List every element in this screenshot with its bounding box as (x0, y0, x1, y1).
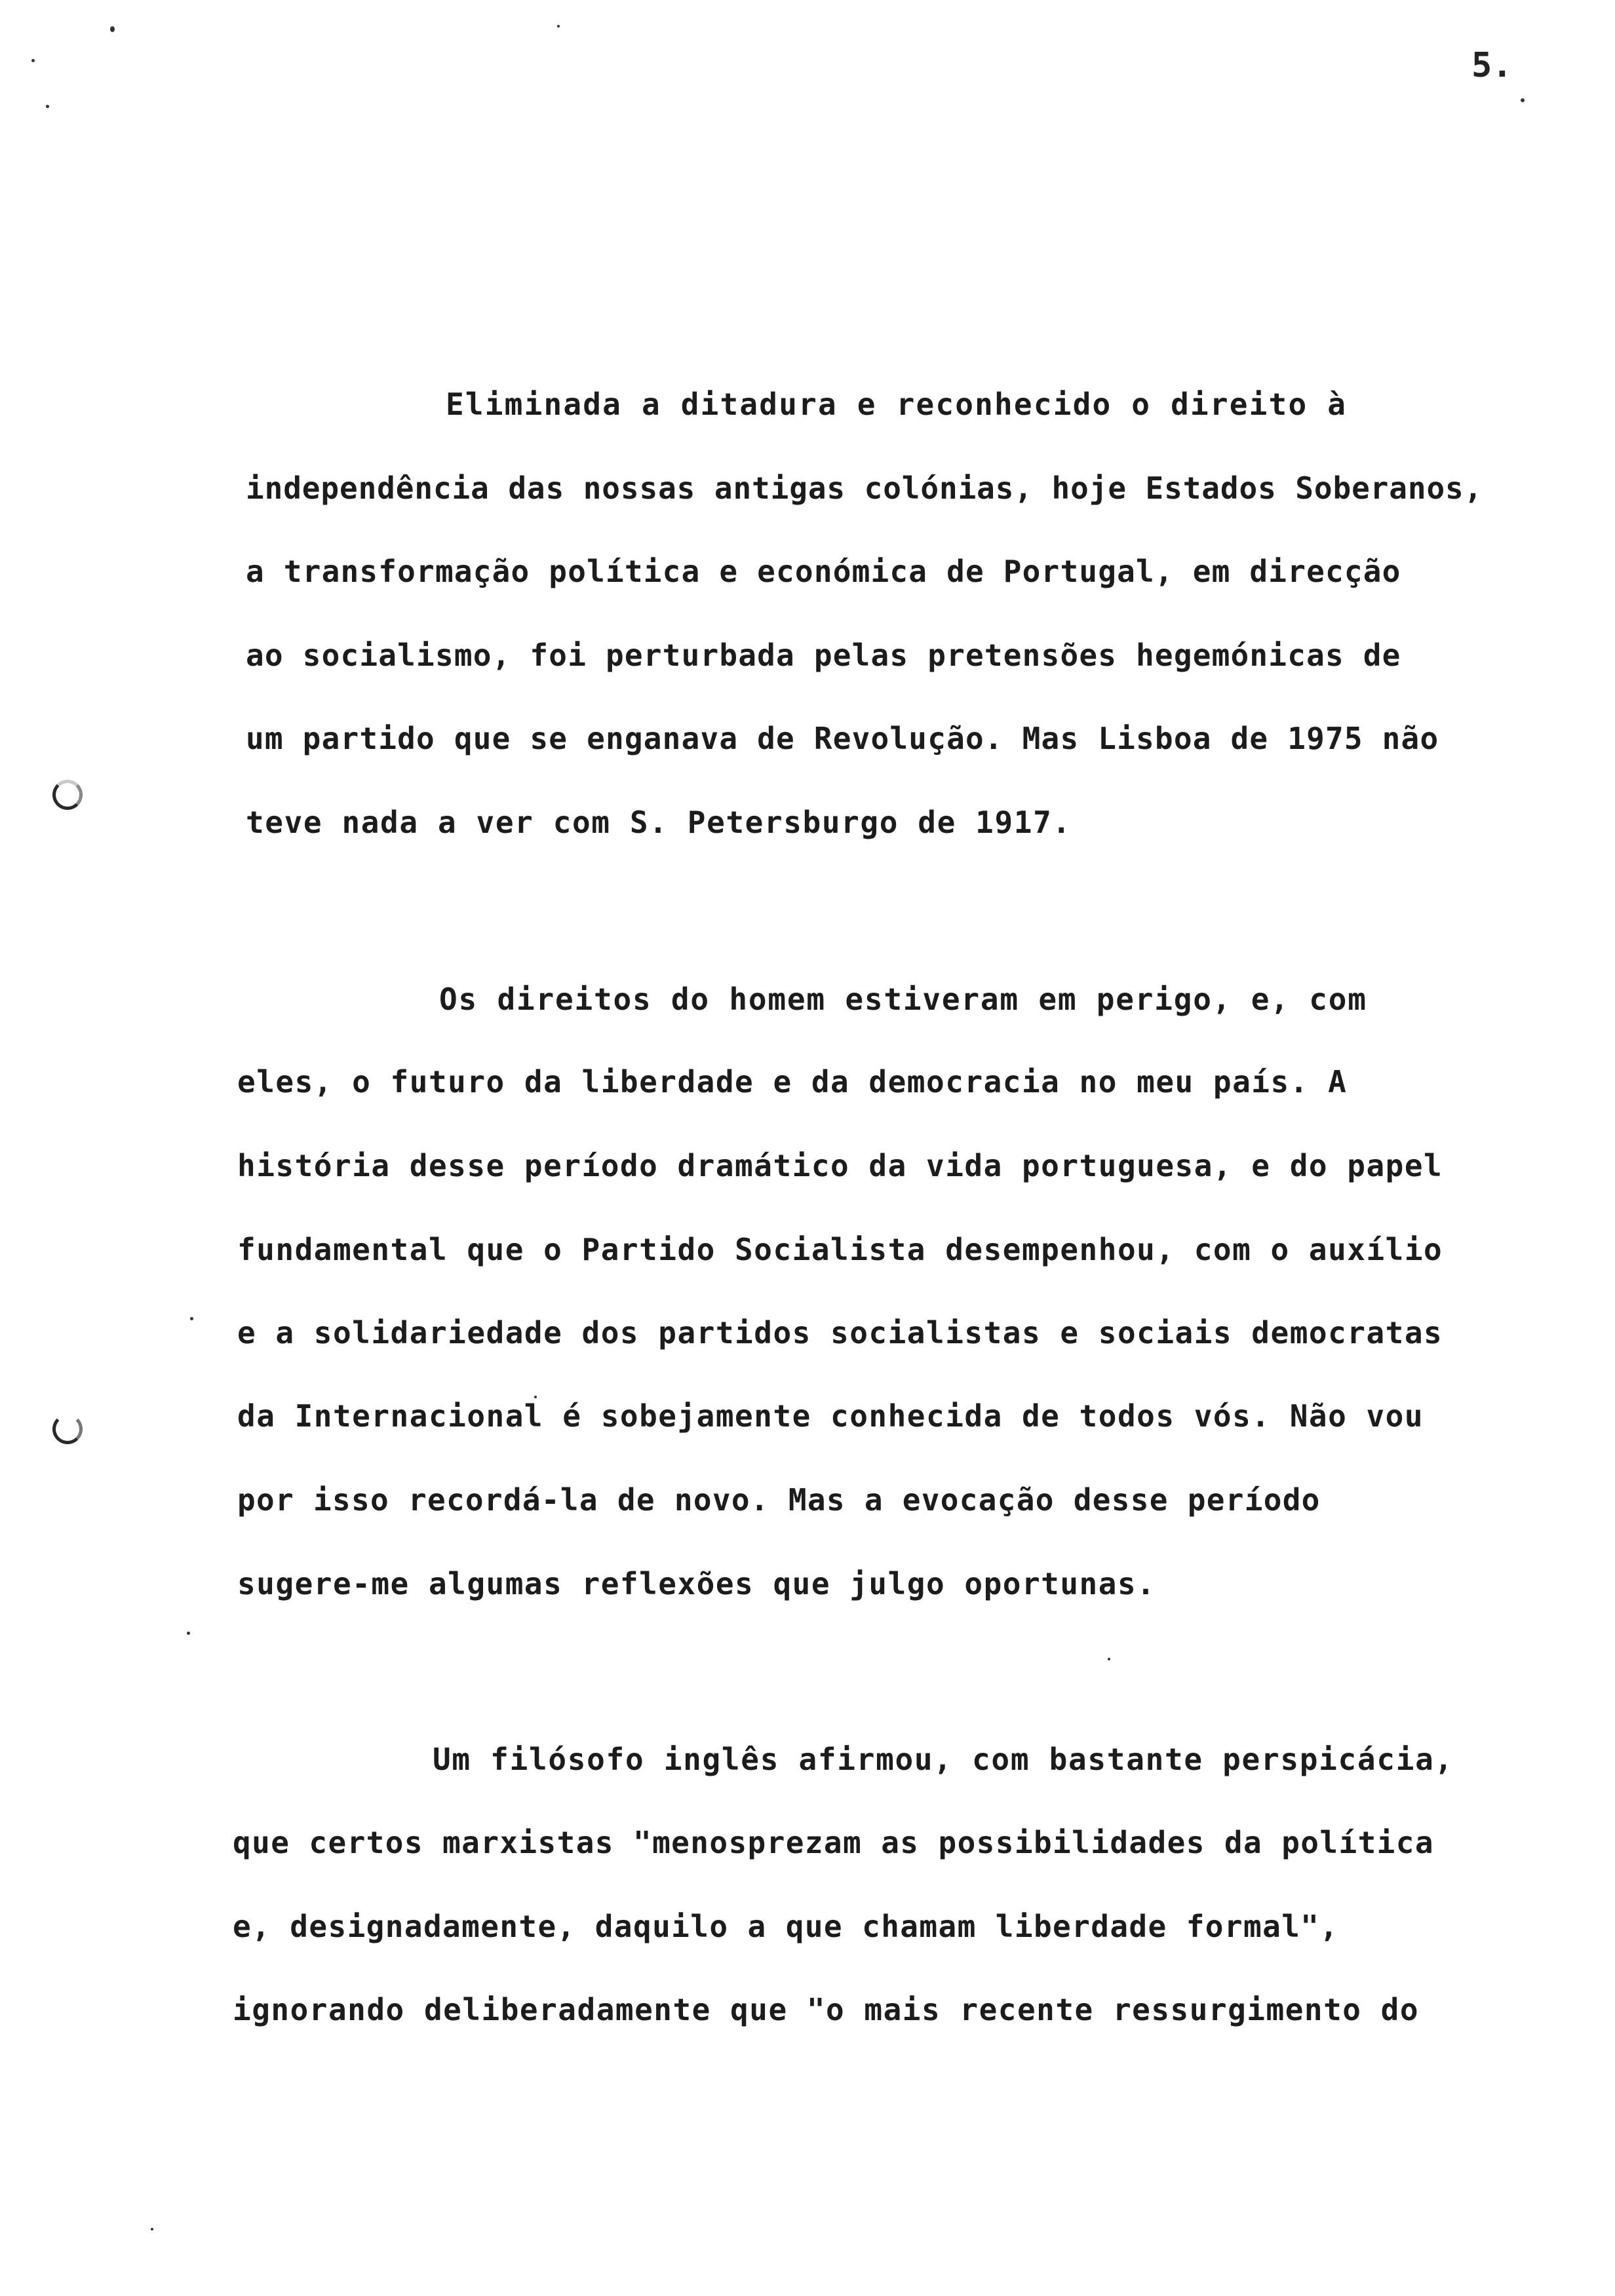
scan-speck (1108, 1658, 1110, 1660)
punch-hole-mark (52, 1414, 83, 1444)
paragraph-2-line-8: sugere-me algumas reflexões que julgo oportunas. (237, 1566, 1156, 1601)
paragraph-1-line-4: ao socialismo, foi perturbada pelas pretensões hegemónicas de (246, 638, 1401, 673)
scan-speck (187, 1632, 190, 1635)
paragraph-1-line-2: independência das nossas antigas colónias, hoje Estados Soberanos, (246, 470, 1483, 506)
paragraph-2-line-2: eles, o futuro da liberdade e da democracia no meu país. A (237, 1064, 1348, 1100)
page-number: 5. (1471, 46, 1513, 85)
scan-speck (557, 25, 560, 28)
scan-speck (1521, 98, 1525, 102)
paragraph-3-line-2: que certos marxistas "menosprezam as possibilidades da política (233, 1825, 1434, 1860)
scan-speck (46, 105, 49, 108)
scan-speck (534, 1396, 537, 1398)
paragraph-2-line-1: Os direitos do homem estiveram em perigo, e, com (439, 982, 1367, 1017)
paragraph-3-line-4: ignorando deliberadamente que "o mais recente ressurgimento do (233, 1992, 1420, 2027)
paragraph-1-line-1: Eliminada a ditadura e reconhecido o direito à (446, 387, 1348, 422)
punch-hole-mark (52, 780, 83, 810)
paragraph-1-line-3: a transformação política e económica de Portugal, em direcção (246, 554, 1401, 589)
paragraph-2-line-4: fundamental que o Partido Socialista desempenhou, com o auxílio (237, 1232, 1443, 1267)
paragraph-1-line-6: teve nada a ver com S. Petersburgo de 1917. (246, 805, 1072, 840)
paragraph-2-line-5: e a solidariedade dos partidos socialistas e sociais democratas (237, 1315, 1443, 1350)
paragraph-1-line-5: um partido que se enganava de Revolução. Mas Lisboa de 1975 não (246, 721, 1439, 756)
scan-speck (31, 59, 35, 62)
scan-speck (190, 1317, 193, 1320)
paragraph-2-line-3: história desse período dramático da vida portuguesa, e do papel (237, 1148, 1443, 1183)
paragraph-3-line-3: e, designadamente, daquilo a que chamam liberdade formal", (233, 1909, 1339, 1944)
paragraph-2-line-7: por isso recordá-la de novo. Mas a evocação desse período (237, 1482, 1321, 1518)
scan-speck (151, 2228, 153, 2230)
paragraph-2-line-6: da Internacional é sobejamente conhecida de todos vós. Não vou (237, 1398, 1424, 1434)
paragraph-3-line-1: Um filósofo inglês afirmou, com bastante perspicácia, (433, 1742, 1454, 1777)
scan-speck (110, 26, 115, 32)
